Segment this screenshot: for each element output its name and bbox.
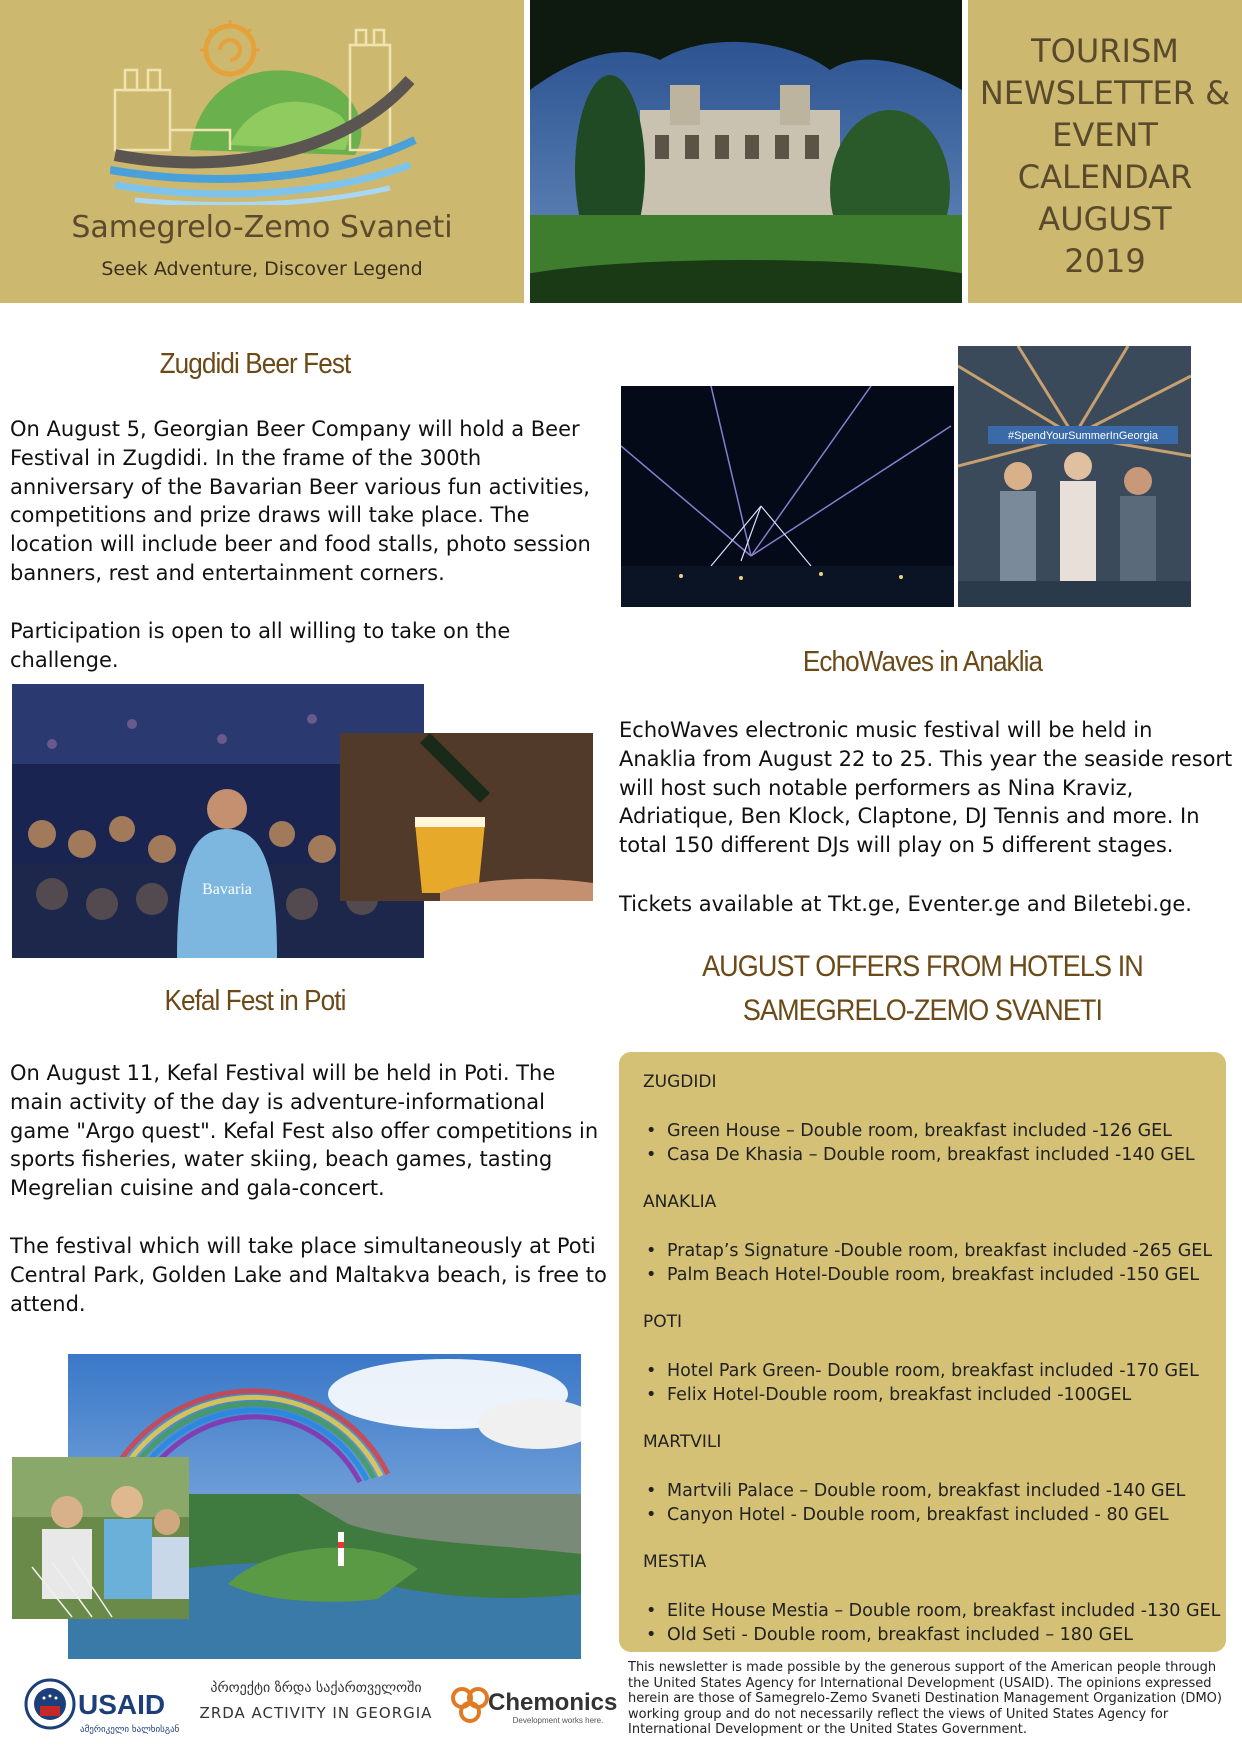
beer-glass-photo xyxy=(340,733,593,901)
title-line: EVENT xyxy=(1052,116,1158,154)
title-line: 2019 xyxy=(1064,242,1146,280)
offer-item: • Martvili Palace – Double room, breakfast included -140 GEL xyxy=(643,1479,1185,1503)
echowaves-text-2: Tickets available at Tkt.ge, Eventer.ge and Biletebi.ge. xyxy=(619,892,1192,916)
chemonics-logo xyxy=(448,1676,618,1736)
beer-fest-text-1: On August 5, Georgian Beer Company will hold a Beer Festival in Zugdidi. In the frame of the 300th anniversary of the Bavarian Beer various fun activities, competitions and prize draws will take place. The location will include beer and food stalls, photo session banners, rest and entertainment corners. xyxy=(10,417,591,585)
destination-logo xyxy=(110,20,420,205)
mestia-offers xyxy=(643,1599,1220,1647)
zrda-logo xyxy=(192,1680,440,1736)
beer-fest-text-2: Participation is open to all willing to take on the challenge. xyxy=(10,619,511,672)
newsletter-title xyxy=(968,30,1242,282)
brand-tagline: Seek Adventure, Discover Legend xyxy=(101,258,423,280)
zrda-english-text: ZRDA ACTIVITY IN GEORGIA xyxy=(199,1704,433,1722)
echowaves-bridge-photo xyxy=(621,386,954,607)
brand-panel xyxy=(0,0,524,303)
offer-item: • Palm Beach Hotel-Double room, breakfast included -150 GEL xyxy=(643,1263,1212,1287)
title-line: NEWSLETTER & xyxy=(979,74,1231,112)
poster-hashtag: #SpendYourSummerInGeorgia xyxy=(1007,430,1159,442)
offers-heading xyxy=(649,945,1195,1033)
offer-item: • Green House – Double room, breakfast included -126 GEL xyxy=(643,1119,1195,1143)
funding-disclaimer: This newsletter is made possible by the generous support of the American people through the United States Agency for International Development (USAID). The opinions expressed herein are those of Samegrelo-Zemo Svaneti Destination Management Organization (DMO) working group and do not necessarily reflect the views of United States Agency for International Development or the United States Government. xyxy=(628,1660,1222,1737)
echowaves-text-1: EchoWaves electronic music festival will be held in Anaklia from August 22 to 25. This year the seaside resort will host such notable performers as Nina Kraviz, Adriatique, Ben Klock, Claptone, DJ Tennis and more. In total 150 different DJs will play on 5 different stages. xyxy=(619,718,1233,858)
city-martvili: MARTVILI xyxy=(643,1432,722,1452)
anaklia-offers xyxy=(643,1239,1212,1287)
title-line: CALENDAR xyxy=(1017,158,1193,196)
bavaria-shirt-text: Bavaria xyxy=(202,881,252,898)
usaid-wordmark: USAID xyxy=(78,1689,166,1720)
offer-item: • Elite House Mestia – Double room, breakfast included -130 GEL xyxy=(643,1599,1220,1623)
martvili-offers xyxy=(643,1479,1185,1527)
palace-photo xyxy=(530,0,962,303)
newsletter-title-panel xyxy=(968,0,1242,303)
offer-item: • Casa De Khasia – Double room, breakfast included -140 GEL xyxy=(643,1143,1195,1167)
offer-item: • Hotel Park Green- Double room, breakfast included -170 GEL xyxy=(643,1359,1199,1383)
echowaves-poster-photo xyxy=(958,346,1191,607)
chemonics-tagline: Development works here. xyxy=(512,1716,604,1725)
title-line: TOURISM xyxy=(1031,32,1179,70)
usaid-logo xyxy=(22,1674,182,1740)
city-poti: POTI xyxy=(643,1312,683,1332)
zugdidi-offers xyxy=(643,1119,1195,1167)
offers-heading-line-1: AUGUST OFFERS FROM HOTELS IN xyxy=(702,950,1143,983)
offers-heading-line-2: SAMEGRELO-ZEMO SVANETI xyxy=(742,994,1103,1027)
kefal-fest-text-1: On August 11, Kefal Festival will be held in Poti. The main activity of the day is adventure-informational game "Argo quest". Kefal Fest also offer competitions in sports fisheries, water skiing, beach games, tasting Megrelian cuisine and gala-concert. xyxy=(10,1061,599,1201)
beer-fest-heading: Zugdidi Beer Fest xyxy=(159,348,351,380)
offer-item: • Old Seti - Double room, breakfast included – 180 GEL xyxy=(643,1623,1220,1647)
chemonics-wordmark: Chemonics xyxy=(488,1689,618,1716)
hotel-offers-box xyxy=(619,1052,1226,1652)
offer-item: • Pratap’s Signature -Double room, breakfast included -265 GEL xyxy=(643,1239,1212,1263)
kefal-people-photo xyxy=(12,1457,189,1619)
offer-item: • Felix Hotel-Double room, breakfast included -100GEL xyxy=(643,1383,1199,1407)
city-zugdidi: ZUGDIDI xyxy=(643,1072,717,1092)
echowaves-heading: EchoWaves in Anaklia xyxy=(802,646,1043,678)
brand-name: Samegrelo-Zemo Svaneti xyxy=(71,210,453,245)
poti-offers xyxy=(643,1359,1199,1407)
zrda-georgian-text: პროექტი ზრდა საქართველოში xyxy=(210,1680,422,1696)
city-mestia: MESTIA xyxy=(643,1552,707,1572)
city-anaklia: ANAKLIA xyxy=(643,1192,717,1212)
usaid-subtitle: ამერიკელი ხალხისგან xyxy=(80,1725,180,1735)
offer-item: • Canyon Hotel - Double room, breakfast included - 80 GEL xyxy=(643,1503,1185,1527)
kefal-fest-heading: Kefal Fest in Poti xyxy=(164,985,346,1017)
title-line: AUGUST xyxy=(1038,200,1172,238)
kefal-fest-text-2: The festival which will take place simultaneously at Poti Central Park, Golden Lake and Maltakva beach, is free to attend. xyxy=(10,1234,607,1316)
